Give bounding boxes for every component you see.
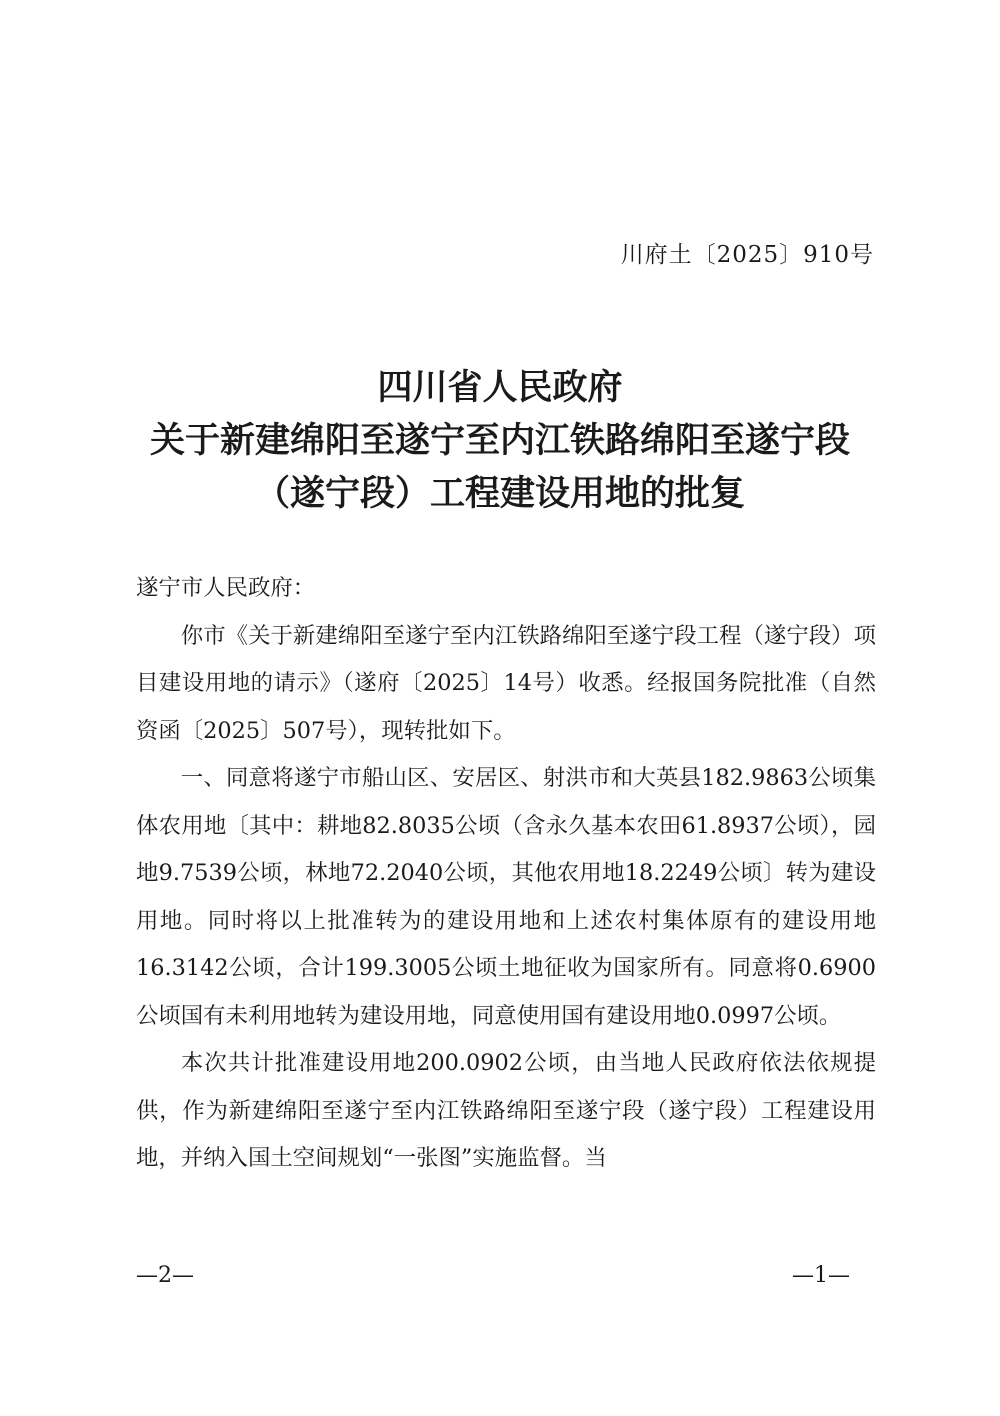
title-line-1: 四川省人民政府 [377,368,623,408]
paragraph-2: 一、同意将遂宁市船山区、安居区、射洪市和大英县182.9863公顷集体农用地〔其中：耕地82.8035公顷（含永久基本农田61.8937公顷），园地9.7539公顷，林地72.2040公顷，其他农用地18.2249公顷〕转为建设用地。同时将以上批准转为的建设用地和上述农村集体原有的建设用地16.3142公顷，合计199.3005公顷土地征收为国家所有。同意将0.6900公顷国有未利用地转为建设用地，同意使用国有建设用地0.0997公顷。 [136,765,876,1029]
title-line-2: 关于新建绵阳至遂宁至内江铁路绵阳至遂宁段 [149,421,850,461]
page-number-left: —2— [136,1263,194,1288]
salutation: 遂宁市人民政府： [136,575,316,601]
paragraph-1: 你市《关于新建绵阳至遂宁至内江铁路绵阳至遂宁段工程（遂宁段）项目建设用地的请示》（遂府〔2025〕14号）收悉。经报国务院批准（自然资函〔2025〕507号），现转批如下。 [136,622,876,744]
document-number: 川府土〔2025〕910号 [620,242,874,268]
document-body [136,565,876,1183]
page-number-right: —1— [792,1263,850,1288]
document-title [100,362,900,521]
paragraph-3: 本次共计批准建设用地200.0902公顷，由当地人民政府依法依规提供，作为新建绵阳至遂宁至内江铁路绵阳至遂宁段（遂宁段）工程建设用地，并纳入国土空间规划“一张图”实施监督。当 [136,1050,876,1171]
title-line-3: （遂宁段）工程建设用地的批复 [254,474,745,514]
